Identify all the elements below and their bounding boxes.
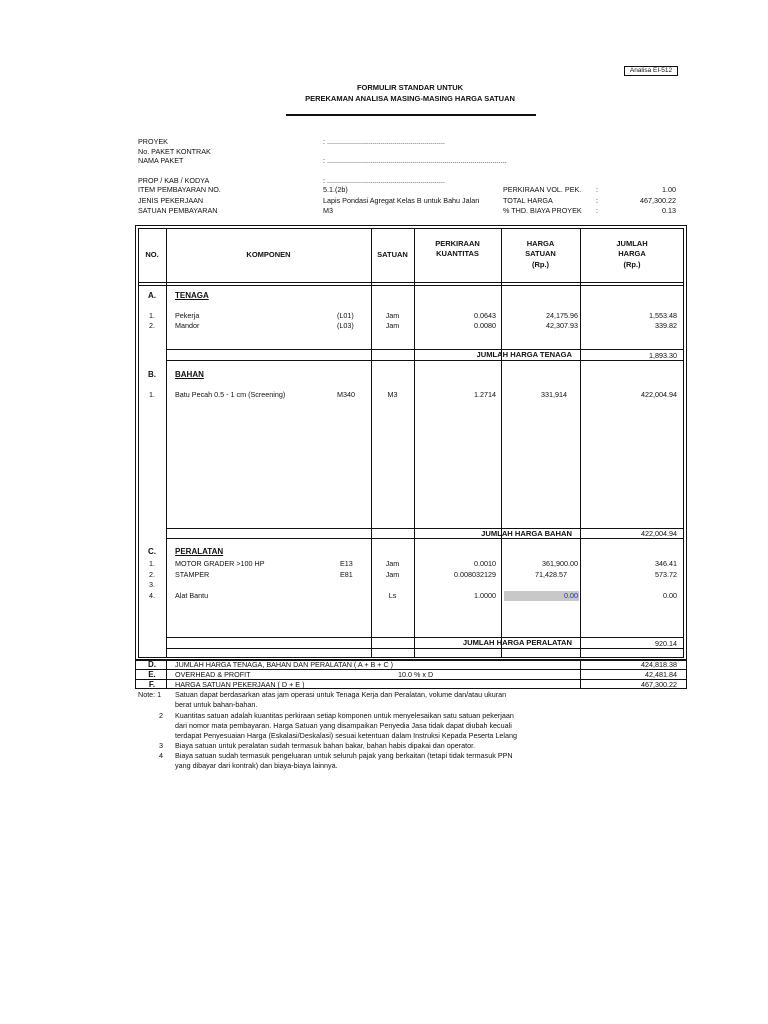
header-harga-2: SATUAN [525,249,556,258]
row-qty: 1.0000 [474,591,496,600]
row-no: 3. [149,580,155,589]
row-no: 1. [149,559,155,568]
subtotal-a-value: 1,893.30 [649,351,677,360]
row-no: 1. [149,390,155,399]
summary-e-value: 42,481.84 [645,670,677,679]
row-unit: M3 [387,390,398,399]
row-unit: Jam [385,311,400,320]
paket-label: No. PAKET KONTRAK [138,147,211,156]
header-jumlah-3: (Rp.) [623,260,641,269]
header-rule-2 [138,285,684,286]
total-label: TOTAL HARGA [503,196,553,205]
pct-colon: : [596,206,598,215]
header-jumlah-2: HARGA [618,249,646,258]
subtotal-c-rule-bottom [166,648,684,649]
note-4-line-2: yang dibayar dari kontrak) dan biaya-biaya lainnya. [175,761,338,770]
subtotal-b-value: 422,004.94 [641,529,677,538]
subtotal-c-value: 920.14 [655,639,677,648]
jenis-label: JENIS PEKERJAAN [138,196,204,205]
row-total: 422,004.94 [641,390,677,399]
summary-d-value: 424,818.38 [641,660,677,669]
total-colon: : [596,196,598,205]
header-no: NO. [145,250,159,259]
row-price: 71,428.57 [535,570,567,579]
header-jumlah-1: JUMLAH [616,239,648,248]
summary-f-value: 467,300.22 [641,680,677,689]
title-line-1: FORMULIR STANDAR UNTUK [356,83,464,92]
row-name: Batu Pecah 0.5 - 1 cm (Screening) [175,390,286,399]
title-underline [286,114,536,116]
proyek-label: PROYEK [138,137,168,146]
nama-paket-label: NAMA PAKET [138,156,184,165]
row-total: 573.72 [655,570,677,579]
header-rule-1 [138,282,684,283]
row-no: 2. [149,570,155,579]
header-harga-1: HARGA [526,239,555,248]
row-qty: 0.0080 [474,321,496,330]
note-4-line-1: Biaya satuan sudah termasuk pengeluaran untuk seluruh pajak yang berkaitan (tetapi tidak termasuk PPN [175,751,513,760]
pct-label: % THD. BIAYA PROYEK [503,206,582,215]
row-price: 24,175.96 [546,311,578,320]
subtotal-a-label: JUMLAH HARGA TENAGA [476,350,572,359]
vol-value: 1.00 [662,185,676,194]
section-b-letter: B. [148,370,156,379]
reference-code: Analisa EI-512 [629,67,673,74]
row-total: 0.00 [663,591,677,600]
vol-label: PERKIRAAN VOL. PEK. [503,185,582,194]
prop-value: : ........................................................... [323,176,445,185]
item-label: ITEM PEMBAYARAN NO. [138,185,221,194]
row-code: E81 [340,570,353,579]
col-divider-no [166,228,167,658]
subtotal-a-rule-bottom [166,360,684,361]
row-qty: 0.008032129 [454,570,496,579]
note-2-line-2: dari nomor mata pembayaran. Harga Satuan yang disampaikan Penyedia Jasa tidak dapat diubah kecuali [175,721,512,730]
summary-d-label: JUMLAH HARGA TENAGA, BAHAN DAN PERALATAN ( A + B + C ) [175,660,394,669]
summary-f-label: HARGA SATUAN PEKERJAAN ( D + E ) [175,680,305,689]
summary-f-letter: F. [148,680,156,689]
nama-paket-value: : .......................................................................................... [323,156,507,165]
row-price: 331,914 [541,390,567,399]
row-qty: 1.2714 [474,390,496,399]
row-unit: Jam [385,570,400,579]
header-satuan: SATUAN [377,250,408,259]
note-3-line-1: Biaya satuan untuk peralatan sudah termasuk bahan bakar, bahan habis dipakai dan operator. [175,741,476,750]
row-total: 339.82 [655,321,677,330]
note-3-num: 3 [159,741,163,750]
pct-value: 0.13 [662,206,676,215]
row-qty: 0.0643 [474,311,496,320]
satuan-pembayaran-value: M3 [323,206,333,215]
header-harga-3: (Rp.) [531,260,550,269]
row-name: Pekerja [175,311,200,320]
row-total: 346.41 [655,559,677,568]
prop-label: PROP / KAB / KODYA [138,176,210,185]
header-kuantitas-1: PERKIRAAN [435,239,480,248]
row-name: Mandor [175,321,200,330]
total-value: 467,300.22 [640,196,676,205]
section-a-letter: A. [148,291,156,300]
row-unit: Ls [388,591,397,600]
row-price: 42,307.93 [546,321,578,330]
note-2-line-1: Kuantitas satuan adalah kuantitas perkiraan setiap komponen untuk menyelesaikan satu satuan pekerjaan [175,711,514,720]
row-total: 1,553.48 [649,311,677,320]
note-2-line-3: terdapat Penyesuaian Harga (Eskalasi/Deskalasi) sesuai ketentuan dalam Instruksi Kepada Peserta Lelang [175,731,518,740]
note-prefix: Note: 1 [138,690,162,699]
note-1-line-1: Satuan dapat berdasarkan atas jam operasi untuk Tenaga Kerja dan Peralatan, volume dan/atau ukuran [175,690,507,699]
row-code: (L03) [337,321,354,330]
subtotal-c-label: JUMLAH HARGA PERALATAN [462,638,572,647]
summary-e-formula: 10.0 % x D [398,670,434,679]
row-code: E13 [340,559,353,568]
proyek-value: : ........................................................... [323,137,445,146]
vol-colon: : [596,185,598,194]
row-price: 0.00 [564,591,578,600]
item-value: 5.1.(2b) [323,185,348,194]
summary-e-letter: E. [148,670,156,679]
section-c-title: PERALATAN [175,547,224,556]
row-qty: 0.0010 [474,559,496,568]
row-no: 1. [149,311,155,320]
row-no: 4. [149,591,155,600]
subtotal-b-rule-bottom [166,538,684,539]
jenis-value: Lapis Pondasi Agregat Kelas B untuk Bahu Jalan [323,196,480,205]
title-line-2: PEREKAMAN ANALISA MASING-MASING HARGA SATUAN [305,94,515,103]
summary-d-letter: D. [148,660,156,669]
row-code: (L01) [337,311,354,320]
row-name: Alat Bantu [175,591,209,600]
row-name: STAMPER [175,570,210,579]
section-b-title: BAHAN [175,370,204,379]
summary-e-label: OVERHEAD & PROFIT [175,670,251,679]
row-no: 2. [149,321,155,330]
row-unit: Jam [385,559,400,568]
row-name: MOTOR GRADER >100 HP [175,559,265,568]
note-4-num: 4 [159,751,163,760]
reference-code-box [624,66,678,76]
header-komponen: KOMPONEN [246,250,291,259]
subtotal-b-label: JUMLAH HARGA BAHAN [481,529,572,538]
header-kuantitas-2: KUANTITAS [436,249,479,258]
section-c-letter: C. [148,547,156,556]
row-code: M340 [337,390,355,399]
summary-col-1 [166,659,167,689]
note-2-num: 2 [159,711,163,720]
row-price: 361,900.00 [542,559,578,568]
satuan-pembayaran-label: SATUAN PEMBAYARAN [138,206,218,215]
row-unit: Jam [385,321,400,330]
section-a-title: TENAGA [175,291,209,300]
note-1-line-2: berat untuk bahan-bahan. [175,700,258,709]
